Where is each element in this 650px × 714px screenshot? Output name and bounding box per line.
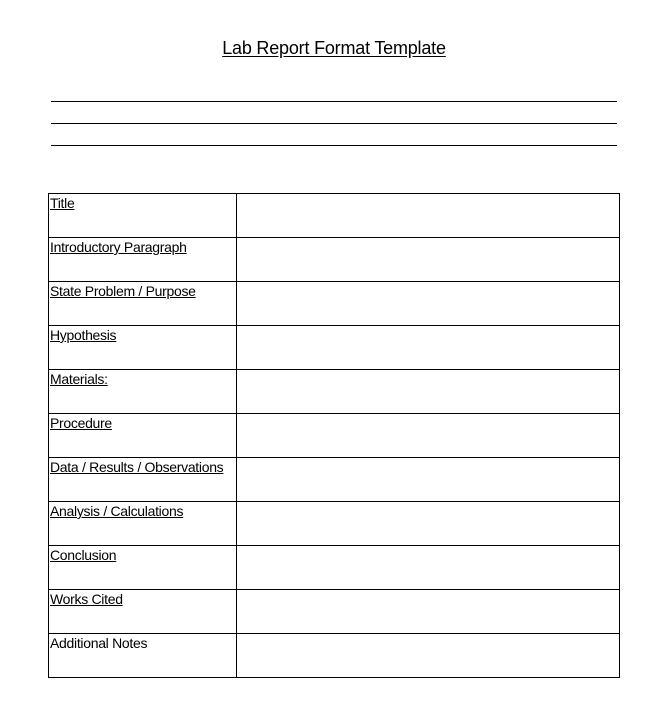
field-label-cell <box>49 634 237 678</box>
table-row <box>49 194 620 238</box>
field-label-title: Title <box>50 195 75 211</box>
field-value-analysis-calculations[interactable] <box>237 502 620 546</box>
blank-line-1[interactable] <box>51 101 617 102</box>
field-label-cell <box>49 370 237 414</box>
table-row <box>49 414 620 458</box>
table-row <box>49 326 620 370</box>
table-row <box>49 238 620 282</box>
field-value-introductory-paragraph[interactable] <box>237 238 620 282</box>
field-value-additional-notes[interactable] <box>237 634 620 678</box>
field-value-title[interactable] <box>237 194 620 238</box>
field-label-conclusion: Conclusion <box>50 547 117 563</box>
field-value-materials[interactable] <box>237 370 620 414</box>
field-value-hypothesis[interactable] <box>237 326 620 370</box>
table-row <box>49 634 620 678</box>
table-row <box>49 458 620 502</box>
field-label-analysis-calculations: Analysis / Calculations <box>50 503 184 519</box>
blank-line-2[interactable] <box>51 123 617 124</box>
field-label-cell <box>49 282 237 326</box>
table-row <box>49 282 620 326</box>
field-label-hypothesis: Hypothesis <box>50 327 117 343</box>
field-label-cell <box>49 546 237 590</box>
field-label-works-cited: Works Cited <box>50 591 123 607</box>
table-row <box>49 590 620 634</box>
lab-report-table <box>48 193 620 678</box>
field-label-materials: Materials: <box>50 371 108 387</box>
field-value-data-results-observations[interactable] <box>237 458 620 502</box>
table-row <box>49 370 620 414</box>
field-label-cell <box>49 502 237 546</box>
field-value-state-problem-purpose[interactable] <box>237 282 620 326</box>
field-label-cell <box>49 238 237 282</box>
field-label-cell <box>49 414 237 458</box>
field-value-conclusion[interactable] <box>237 546 620 590</box>
field-label-cell <box>49 458 237 502</box>
table-row <box>49 502 620 546</box>
blank-line-3[interactable] <box>51 145 617 146</box>
table-row <box>49 546 620 590</box>
document-title: Lab Report Format Template <box>222 38 446 58</box>
field-label-procedure: Procedure <box>50 415 112 431</box>
field-label-state-problem-purpose: State Problem / Purpose <box>50 283 196 299</box>
field-label-cell <box>49 194 237 238</box>
field-label-cell <box>49 326 237 370</box>
field-value-works-cited[interactable] <box>237 590 620 634</box>
field-label-introductory-paragraph: Introductory Paragraph <box>50 239 187 255</box>
field-label-cell <box>49 590 237 634</box>
field-label-additional-notes: Additional Notes <box>50 635 148 651</box>
field-value-procedure[interactable] <box>237 414 620 458</box>
field-label-data-results-observations: Data / Results / Observations <box>50 459 224 475</box>
